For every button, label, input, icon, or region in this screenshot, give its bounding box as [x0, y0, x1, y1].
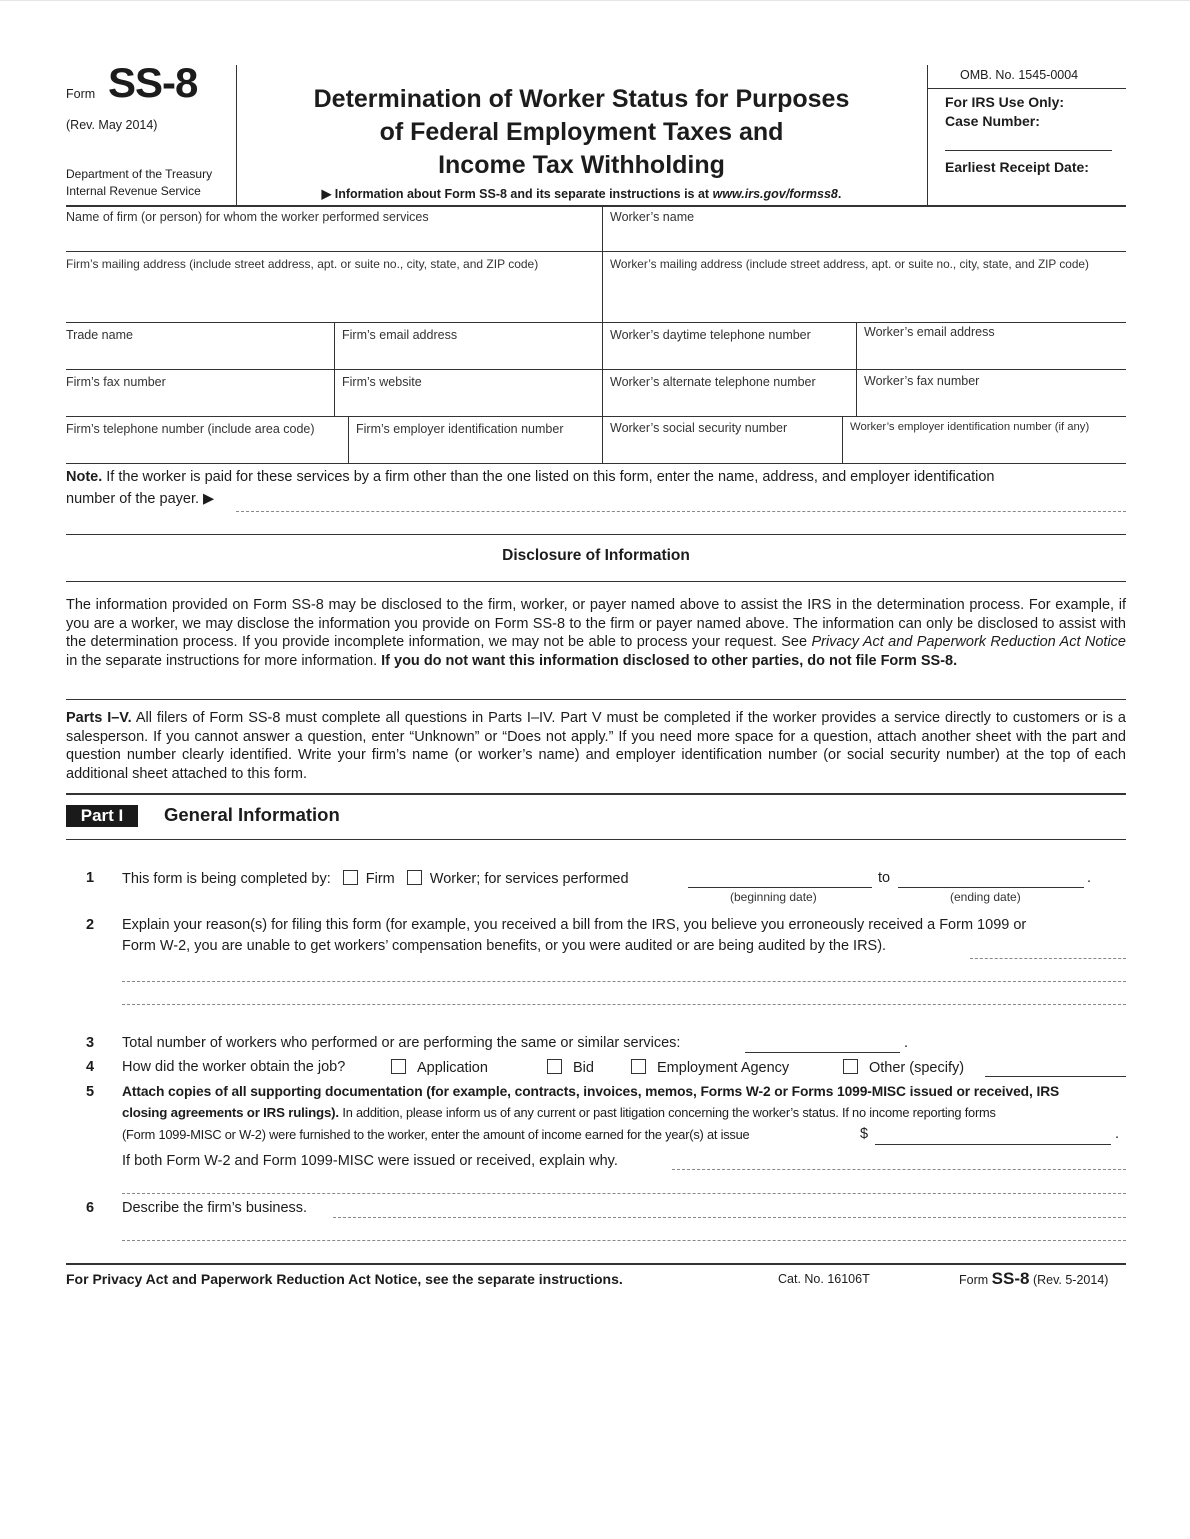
- q1-worker-label: Worker; for services performed: [429, 871, 629, 887]
- q2-number: 2: [86, 917, 95, 933]
- parts-instructions: [66, 709, 1126, 783]
- q1-worker-checkbox[interactable]: [407, 870, 422, 885]
- q5-line-2-text: In addition, please inform us of any current or past litigation concerning the worker’s status. If no income reporting forms: [342, 1105, 996, 1120]
- grid-divider-b: [348, 417, 349, 463]
- parts-label: Parts I–V.: [66, 710, 132, 726]
- case-number-label: Case Number:: [945, 113, 1040, 129]
- parts-text: All filers of Form SS-8 must complete all questions in Parts I–IV. Part V must be completed if the worker provides a service directly to customers or is a salesperson. If you cannot answer a question, enter “Unknown” or “Does not apply.” If you need more space for a question, attach another sheet with the part and question number clearly identified. Write your firm’s name (or worker’s name) and employer identification number (or social security number) at the top of each additional sheet attached to this form.: [66, 710, 1126, 782]
- q4-text: How did the worker obtain the job?: [122, 1059, 346, 1075]
- revision-date: (Rev. May 2014): [66, 118, 158, 132]
- grid-rule-1: [66, 251, 1126, 252]
- worker-ein-field[interactable]: Worker’s employer identification number (if any): [850, 421, 1090, 433]
- disclosure-warning: If you do not want this information disclosed to other parties, do not file Form SS-8.: [381, 652, 958, 669]
- instructions-info: [236, 186, 927, 201]
- q4-application-option: [391, 1059, 488, 1076]
- footer-form-id: [959, 1269, 1108, 1289]
- q4-application-label: Application: [417, 1060, 488, 1076]
- part1-badge: Part I: [66, 805, 138, 827]
- omb-number: OMB. No. 1545-0004: [960, 68, 1079, 82]
- grid-top-rule: [66, 205, 1126, 207]
- q4-other-specify-field[interactable]: [985, 1076, 1126, 1077]
- part1-top-rule: [66, 793, 1126, 795]
- title-line-2: of Federal Employment Taxes and: [379, 118, 784, 146]
- firm-phone-field[interactable]: Firm’s telephone number (include area code): [66, 422, 315, 436]
- q3-period: .: [904, 1035, 909, 1051]
- q6-number: 6: [86, 1200, 95, 1216]
- q6-answer-line-2[interactable]: [122, 1240, 1126, 1241]
- q5-dollar-sign: $: [860, 1126, 869, 1142]
- form-title: [236, 83, 927, 182]
- disclosure-bottom-rule: [66, 581, 1126, 582]
- worker-address-field[interactable]: Worker’s mailing address (include street address, apt. or suite no., city, state, and ZIP code): [610, 257, 1089, 271]
- firm-website-field[interactable]: Firm’s website: [342, 375, 422, 389]
- q4-agency-checkbox[interactable]: [631, 1059, 646, 1074]
- footer-privacy-notice: For Privacy Act and Paperwork Reduction Act Notice, see the separate instructions.: [66, 1271, 623, 1287]
- q1-text: This form is being completed by:: [122, 871, 331, 887]
- q3-number: 3: [86, 1035, 95, 1051]
- footer-revision: (Rev. 5-2014): [1032, 1273, 1109, 1287]
- department-line: Department of the Treasury: [66, 167, 213, 181]
- q4-bid-label: Bid: [573, 1060, 594, 1076]
- grid-center-divider: [602, 206, 603, 463]
- q1-period: .: [1087, 870, 1092, 886]
- worker-name-field[interactable]: Worker’s name: [610, 210, 695, 224]
- q6-answer-line-1[interactable]: [333, 1217, 1126, 1218]
- earliest-receipt-label: Earliest Receipt Date:: [945, 159, 1089, 175]
- disclosure-text-body-2: in the separate instructions for more information.: [66, 652, 378, 669]
- q3-text: Total number of workers who performed or are performing the same or similar services:: [122, 1035, 681, 1051]
- payer-note: [66, 469, 994, 485]
- worker-email-field[interactable]: Worker’s email address: [864, 325, 995, 339]
- part1-bottom-rule: [66, 839, 1126, 840]
- info-text: Information about Form SS-8 and its separate instructions is at: [334, 187, 710, 201]
- q4-application-checkbox[interactable]: [391, 1059, 406, 1074]
- q1-row: [122, 870, 629, 887]
- firm-fax-field[interactable]: Firm’s fax number: [66, 375, 166, 389]
- disclosure-top-rule: [66, 534, 1126, 535]
- firm-email-field[interactable]: Firm’s email address: [342, 328, 458, 342]
- q5-line-3: (Form 1099-MISC or W-2) were furnished to the worker, enter the amount of income earned for the year(s) at issue: [122, 1127, 750, 1142]
- q6-text: Describe the firm’s business.: [122, 1200, 308, 1216]
- q1-to: to: [878, 870, 891, 886]
- payer-entry-line[interactable]: [236, 511, 1126, 512]
- worker-daytime-phone-field[interactable]: Worker’s daytime telephone number: [610, 328, 811, 342]
- q4-agency-option: [631, 1059, 789, 1076]
- footer-catalog-number: Cat. No. 16106T: [778, 1272, 870, 1286]
- q5-line-2-bold: closing agreements or IRS rulings).: [122, 1105, 339, 1120]
- worker-ssn-field[interactable]: Worker’s social security number: [610, 421, 788, 435]
- q2-answer-line-1[interactable]: [970, 958, 1126, 959]
- q1-firm-checkbox[interactable]: [343, 870, 358, 885]
- agency-line: Internal Revenue Service: [66, 184, 201, 198]
- grid-divider-c: [856, 323, 857, 416]
- grid-rule-2: [66, 322, 1126, 323]
- q1-ending-caption: (ending date): [950, 890, 1021, 904]
- firm-ein-field[interactable]: Firm’s employer identification number: [356, 422, 564, 436]
- title-line-1: Determination of Worker Status for Purposes: [313, 85, 850, 113]
- q1-beginning-caption: (beginning date): [730, 890, 817, 904]
- grid-divider-d: [842, 417, 843, 463]
- irs-use-only-label: For IRS Use Only:: [945, 94, 1065, 110]
- q5-line-2: [122, 1105, 996, 1120]
- grid-rule-3: [66, 369, 1126, 370]
- disclosure-text-italic: Privacy Act and Paperwork Reduction Act Notice: [811, 634, 1126, 651]
- q1-number: 1: [86, 870, 95, 886]
- q5-explain-line-1[interactable]: [672, 1169, 1126, 1170]
- q2-answer-line-3[interactable]: [122, 1004, 1126, 1005]
- q2-line-2: Form W-2, you are unable to get workers’ compensation benefits, or you were audited or are being audited by the IRS).: [122, 938, 887, 954]
- grid-rule-4: [66, 416, 1126, 417]
- arrow-icon: ▶: [321, 187, 332, 201]
- q4-bid-checkbox[interactable]: [547, 1059, 562, 1074]
- q5-period: .: [1115, 1126, 1120, 1142]
- form-number: SS-8: [108, 59, 198, 106]
- q5-explain-line-2[interactable]: [122, 1193, 1126, 1194]
- q5-income-amount-field[interactable]: [875, 1144, 1111, 1145]
- worker-alternate-phone-field[interactable]: Worker’s alternate telephone number: [610, 375, 816, 389]
- footer-rule: [66, 1263, 1126, 1265]
- q5-line-1: Attach copies of all supporting documentation (for example, contracts, invoices, memos, Forms W-2 or Forms 1099-MISC issued or received, IRS: [122, 1084, 1060, 1099]
- q2-answer-line-2[interactable]: [122, 981, 1126, 982]
- disclosure-text-body: The information provided on Form SS-8 may be disclosed to the firm, worker, or payer named above to assist the IRS in the determination process. For example, if you are a worker, we may disclose the information you provide on Form SS-8 to the firm or payer named above. The information can only be disclosed to assist with the determination process. If you provide incomplete information, we may not be able to process your request. See: [66, 597, 1126, 651]
- note-text-line-2: number of the payer. ▶: [66, 491, 215, 507]
- q1-beginning-date-field[interactable]: [688, 887, 872, 888]
- case-number-field[interactable]: [945, 150, 1112, 151]
- worker-fax-field[interactable]: Worker’s fax number: [864, 374, 980, 388]
- firm-name-field[interactable]: Name of firm (or person) for whom the worker performed services: [66, 210, 429, 224]
- trade-name-field[interactable]: Trade name: [66, 328, 133, 342]
- disclosure-text: [66, 596, 1126, 670]
- grid-divider-a: [334, 323, 335, 416]
- q4-other-option: [843, 1059, 964, 1076]
- q3-workers-count-field[interactable]: [745, 1052, 900, 1053]
- grid-rule-5: [66, 463, 1126, 464]
- firm-address-field[interactable]: Firm’s mailing address (include street address, apt. or suite no., city, state, and ZIP code): [66, 257, 539, 271]
- q4-number: 4: [86, 1059, 95, 1075]
- info-period: .: [837, 187, 842, 201]
- q5-number: 5: [86, 1084, 95, 1100]
- note-label: Note.: [66, 469, 103, 485]
- q4-agency-label: Employment Agency: [657, 1060, 790, 1076]
- instructions-link[interactable]: www.irs.gov/formss8: [712, 187, 838, 201]
- note-text-line-1: If the worker is paid for these services by a firm other than the one listed on this form, enter the name, address, and employer identification: [106, 469, 995, 485]
- q1-ending-date-field[interactable]: [898, 887, 1084, 888]
- q2-line-1: Explain your reason(s) for filing this form (for example, you received a bill from the IRS, you believe you erroneously received a Form 1099 or: [122, 917, 1027, 933]
- header-divider-right: [927, 65, 928, 205]
- q4-bid-option: [547, 1059, 594, 1076]
- parts-top-rule: [66, 699, 1126, 700]
- omb-rule: [927, 88, 1126, 89]
- footer-form-word: Form: [959, 1273, 989, 1287]
- form-word: Form: [66, 87, 96, 101]
- q4-other-label: Other (specify): [869, 1060, 965, 1076]
- footer-form-number: SS-8: [991, 1269, 1030, 1288]
- title-line-3: Income Tax Withholding: [438, 151, 725, 179]
- q5-line-4: If both Form W-2 and Form 1099-MISC were issued or received, explain why.: [122, 1153, 618, 1169]
- part1-title: General Information: [164, 804, 340, 825]
- disclosure-heading: Disclosure of Information: [502, 547, 690, 564]
- q4-other-checkbox[interactable]: [843, 1059, 858, 1074]
- q1-firm-label: Firm: [365, 871, 395, 887]
